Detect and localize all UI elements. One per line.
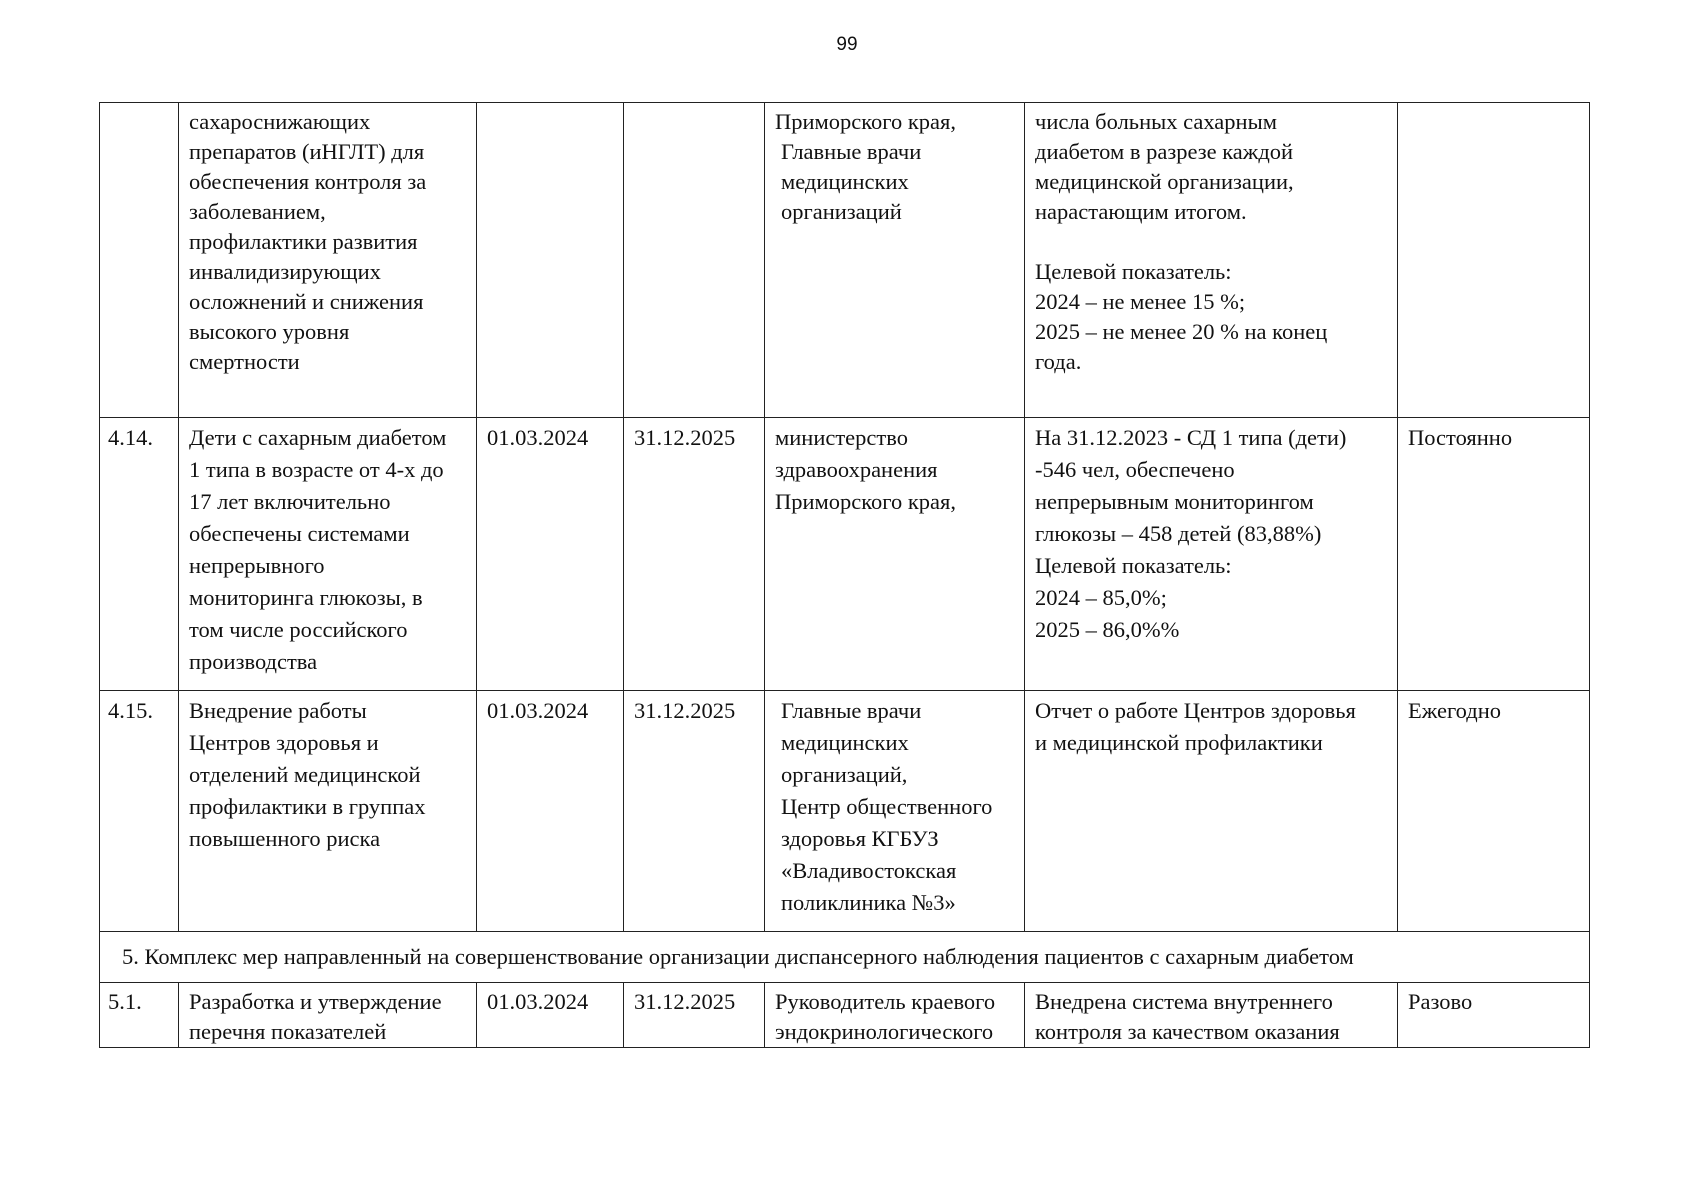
- cell-activity: Дети с сахарным диабетом 1 типа в возрасте от 4-х до 17 лет включительно обеспечены системами непрерывного мониторинга глюкозы, в том числе российского производства: [179, 418, 477, 691]
- cell-start-date: 01.03.2024: [477, 983, 624, 1048]
- cell-activity: сахароснижающих препаратов (иНГЛТ) для обеспечения контроля за заболеванием, профилактики развития инвалидизирующих осложнений и снижения высокого уровня смертности: [179, 103, 477, 418]
- cell-period: [1398, 103, 1590, 418]
- table-row-4-14: [100, 418, 1590, 691]
- cell-end-date: [624, 103, 765, 418]
- cell-end-date: 31.12.2025: [624, 691, 765, 932]
- cell-num: 4.15.: [100, 691, 179, 932]
- cell-activity: Внедрение работы Центров здоровья и отделений медицинской профилактики в группах повышенного риска: [179, 691, 477, 932]
- cell-end-date: 31.12.2025: [624, 983, 765, 1048]
- section-heading: 5. Комплекс мер направленный на совершенствование организации диспансерного наблюдения пациентов с сахарным диабетом: [100, 932, 1590, 983]
- cell-period: Разово: [1398, 983, 1590, 1048]
- cell-indicator: Внедрена система внутреннего контроля за качеством оказания: [1025, 983, 1398, 1048]
- cell-start-date: 01.03.2024: [477, 691, 624, 932]
- page-number: 99: [836, 34, 858, 55]
- cell-indicator: На 31.12.2023 - СД 1 типа (дети) -546 чел, обеспечено непрерывным мониторингом глюкозы – 458 детей (83,88%) Целевой показатель: 2024 – 85,0%; 2025 – 86,0%%: [1025, 418, 1398, 691]
- cell-end-date: 31.12.2025: [624, 418, 765, 691]
- cell-num: [100, 103, 179, 418]
- cell-num: 4.14.: [100, 418, 179, 691]
- cell-start-date: [477, 103, 624, 418]
- plan-table: [99, 102, 1590, 1048]
- cell-period: Постоянно: [1398, 418, 1590, 691]
- cell-indicator: числа больных сахарным диабетом в разрезе каждой медицинской организации, нарастающим итогом. Целевой показатель: 2024 – не менее 15 %; 2025 – не менее 20 % на конец года.: [1025, 103, 1398, 418]
- cell-start-date: 01.03.2024: [477, 418, 624, 691]
- cell-indicator: Отчет о работе Центров здоровья и медицинской профилактики: [1025, 691, 1398, 932]
- cell-responsible: Главные врачи медицинских организаций, Центр общественного здоровья КГБУЗ «Владивостокская поликлиника №3»: [765, 691, 1025, 932]
- cell-responsible: Приморского края, Главные врачи медицинских организаций: [765, 103, 1025, 418]
- section-row-5: [100, 932, 1590, 983]
- cell-num: 5.1.: [100, 983, 179, 1048]
- cell-period: Ежегодно: [1398, 691, 1590, 932]
- cell-responsible: Руководитель краевого эндокринологического: [765, 983, 1025, 1048]
- cell-responsible: министерство здравоохранения Приморского края,: [765, 418, 1025, 691]
- table-row-continued: [100, 103, 1590, 418]
- cell-activity: Разработка и утверждение перечня показателей: [179, 983, 477, 1048]
- table-row-5-1: [100, 983, 1590, 1048]
- table-row-4-15: [100, 691, 1590, 932]
